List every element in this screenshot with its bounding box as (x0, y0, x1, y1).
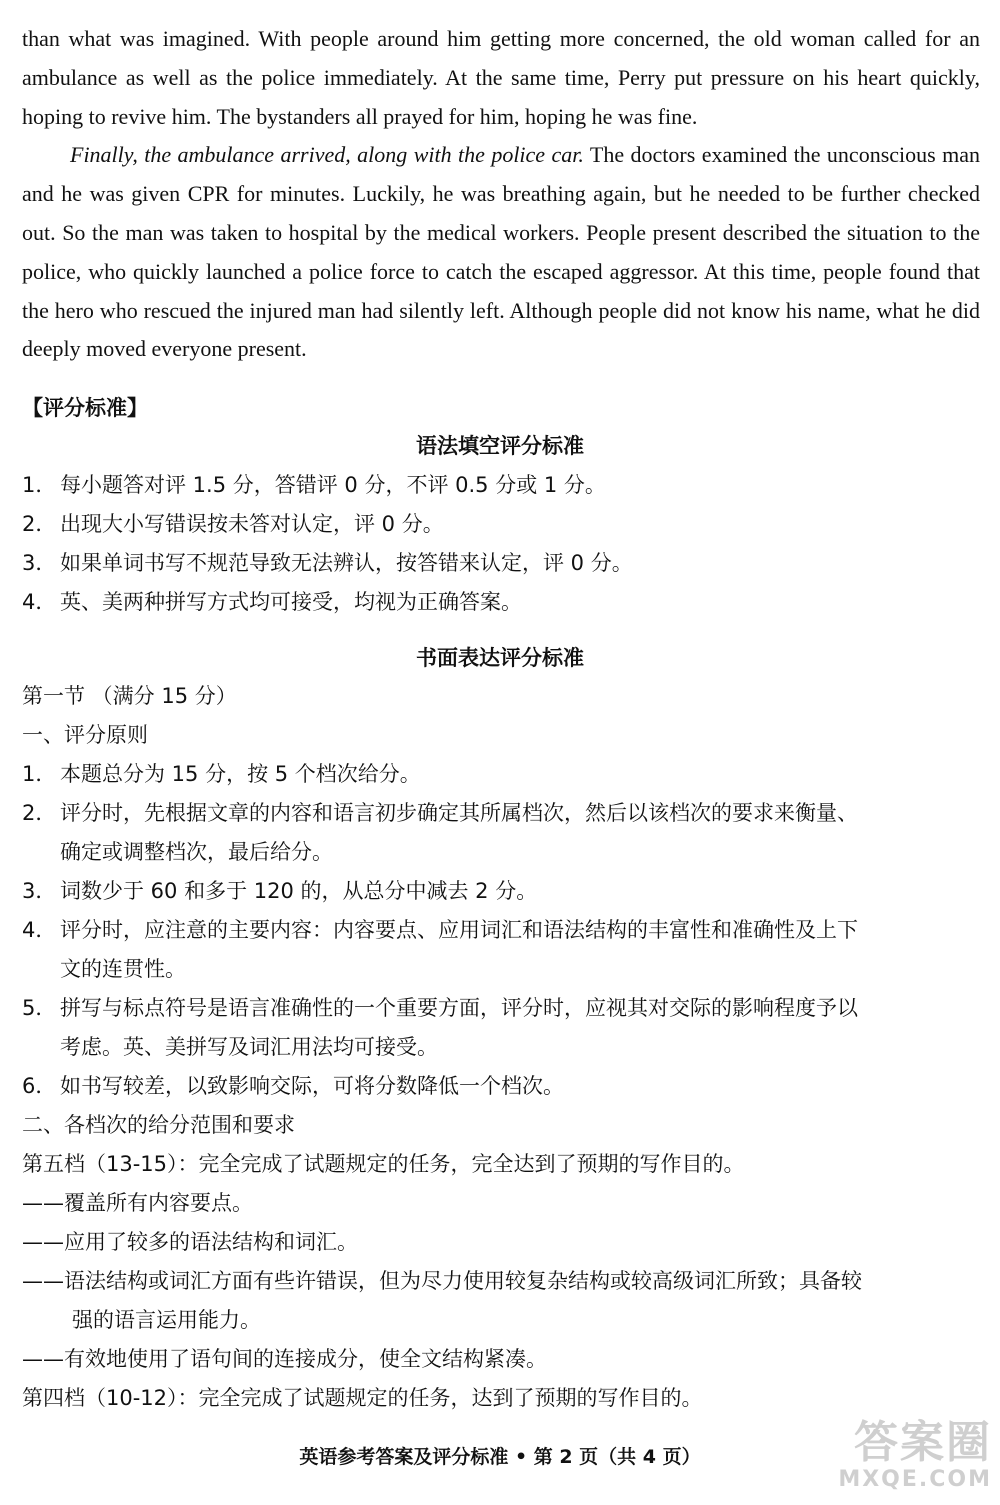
grammar-scoring-title: 语法填空评分标准 (416, 434, 584, 458)
principle-item-continuation: 文的连贯性。 (60, 957, 186, 981)
principle-item: 3． 词数少于 60 和多于 120 的，从总分中减去 2 分。 (22, 879, 538, 903)
watermark-url: MXQE.COM (838, 1467, 992, 1492)
principles-heading: 一、评分原则 (22, 723, 148, 747)
grammar-item: 2． 出现大小写错误按未答对认定，评 0 分。 (22, 512, 444, 536)
watermark-text: 答案圈 (854, 1417, 992, 1468)
scoring-section-label: 【评分标准】 (22, 396, 148, 420)
part-one-heading: 第一节 （满分 15 分） (22, 684, 237, 708)
level-five-point: ——应用了较多的语法结构和词汇。 (22, 1230, 358, 1254)
essay-paragraph-2-rest: The doctors examined the unconscious man and he was given CPR for minutes. Luckily, he was breathing again, but he needed to be further checked out. So the man was taken to hospital by the medical workers. People present described the situation to the police, who quickly launched a police force to catch the escaped aggressor. At this time, people found that the hero who rescued the injured man had silently left. Although people did not know his name, what he did deeply moved everyone present. (22, 142, 980, 362)
levels-heading: 二、各档次的给分范围和要求 (22, 1113, 295, 1137)
principle-item: 1． 本题总分为 15 分，按 5 个档次给分。 (22, 762, 421, 786)
principle-item-continuation: 确定或调整档次，最后给分。 (60, 840, 333, 864)
grammar-item: 4． 英、美两种拼写方式均可接受，均视为正确答案。 (22, 590, 522, 614)
page-footer: 英语参考答案及评分标准 • 第 2 页（共 4 页） (299, 1446, 701, 1468)
essay-paragraph-1: than what was imagined. With people around him getting more concerned, the old woman called for an ambulance as well as the police immediately. At the same time, Perry put pressure on his heart quickly, hoping to revive him. The bystanders all prayed for him, hoping he was fine. (22, 26, 980, 129)
principle-item-continuation: 考虑。英、美拼写及词汇用法均可接受。 (60, 1035, 438, 1059)
level-four-heading: 第四档（10-12）：完全完成了试题规定的任务，达到了预期的写作目的。 (22, 1386, 703, 1410)
principle-item: 4． 评分时，应注意的主要内容：内容要点、应用词汇和语法结构的丰富性和准确性及上下 (22, 918, 858, 942)
watermark-logo (822, 1418, 992, 1498)
level-five-point-continuation: 强的语言运用能力。 (72, 1308, 261, 1332)
essay-italic-sentence: Finally, the ambulance arrived, along with the police car. (70, 142, 584, 168)
level-five-point: ——覆盖所有内容要点。 (22, 1191, 253, 1215)
grammar-item: 1． 每小题答对评 1.5 分，答错评 0 分，不评 0.5 分或 1 分。 (22, 473, 606, 497)
level-five-heading: 第五档（13-15）：完全完成了试题规定的任务，完全达到了预期的写作目的。 (22, 1152, 745, 1176)
grammar-item: 3． 如果单词书写不规范导致无法辨认，按答错来认定，评 0 分。 (22, 551, 633, 575)
level-five-point: ——语法结构或词汇方面有些许错误，但为尽力使用较复杂结构或较高级词汇所致；具备较 (22, 1269, 862, 1293)
principle-item: 5． 拼写与标点符号是语言准确性的一个重要方面，评分时，应视其对交际的影响程度予以 (22, 996, 858, 1020)
essay-text (22, 20, 980, 369)
principle-item: 2． 评分时，先根据文章的内容和语言初步确定其所属档次，然后以该档次的要求来衡量、 (22, 801, 858, 825)
level-five-point: ——有效地使用了语句间的连接成分，使全文结构紧凑。 (22, 1347, 547, 1371)
principle-item: 6． 如书写较差，以致影响交际，可将分数降低一个档次。 (22, 1074, 564, 1098)
essay-paragraph-2 (22, 136, 980, 369)
writing-scoring-title: 书面表达评分标准 (416, 646, 584, 670)
